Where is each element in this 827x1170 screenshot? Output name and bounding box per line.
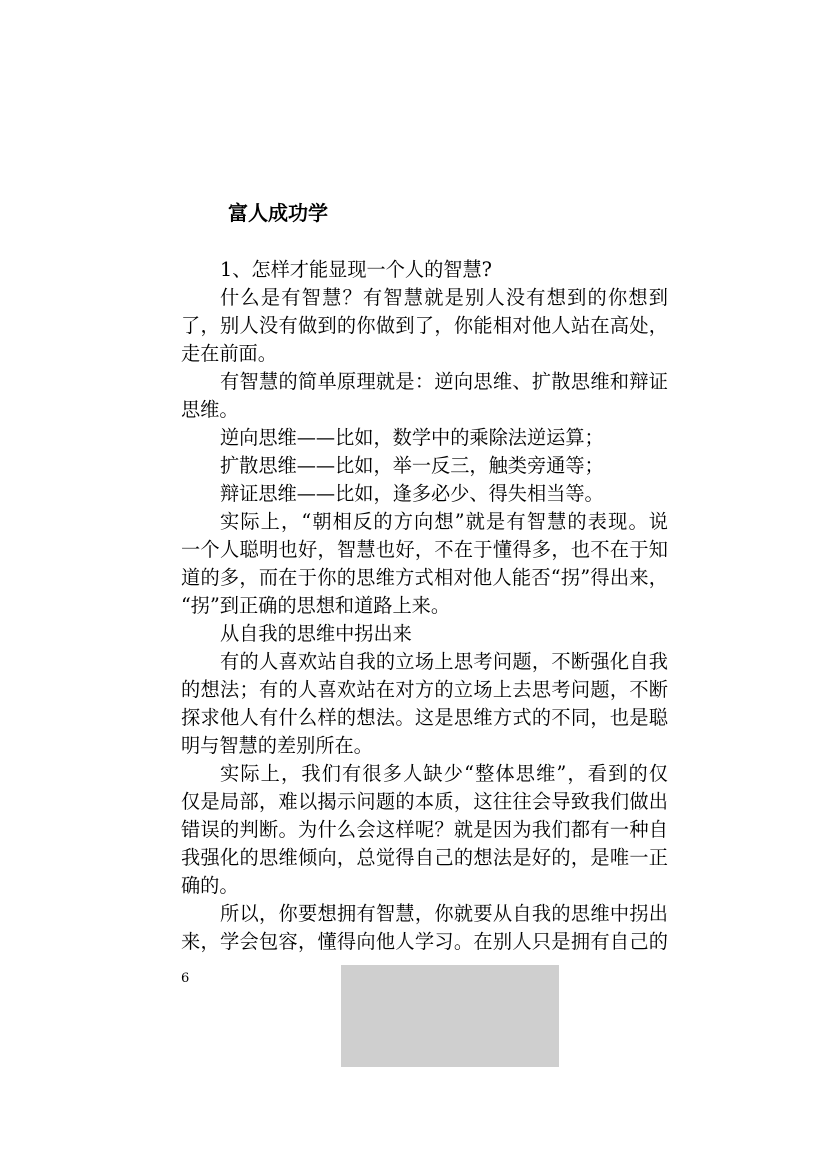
paragraph-line: “拐”到正确的思想和道路上来。 [181,594,451,617]
paragraph-line: 扩散思维——比如，举一反三，触类旁通等； [220,454,604,477]
paragraph-line: 辩证思维——比如，逢多必少、得失相当等。 [220,482,604,505]
paragraph-line: 一个人聪明也好，智慧也好，不在于懂得多，也不在于知 [181,538,668,561]
paragraph-line: 探求他人有什么样的想法。这是思维方式的不同，也是聪 [181,706,668,729]
paragraph-line: 错误的判断。为什么会这样呢？就是因为我们都有一种自 [181,818,668,841]
paragraph-line: 我强化的思维倾向，总觉得自己的想法是好的，是唯一正 [181,846,668,869]
paragraph-line: 道的多，而在于你的思维方式相对他人能否“拐”得出来， [181,566,668,589]
paragraph-line: 实际上，“朝相反的方向想”就是有智慧的表现。说 [220,510,668,533]
paragraph-line: 有智慧的简单原理就是：逆向思维、扩散思维和辩证 [220,370,668,393]
paragraph-line: 所以，你要想拥有智慧，你就要从自我的思维中拐出 [220,902,668,925]
image-placeholder [341,965,559,1067]
paragraph-line: 明与智慧的差别所在。 [181,734,373,757]
paragraph-line: 思维。 [181,398,239,421]
paragraph-line: 的想法；有的人喜欢站在对方的立场上去思考问题，不断 [181,678,668,701]
paragraph-line: 1、怎样才能显现一个人的智慧? [220,258,492,281]
paragraph-line: 仅是局部，难以揭示问题的本质，这往往会导致我们做出 [181,790,668,813]
page-number: 6 [181,971,190,986]
page-title: 富人成功学 [228,201,328,225]
body-text [181,256,668,956]
paragraph-line: 走在前面。 [181,342,277,365]
paragraph-line: 逆向思维——比如，数学中的乘除法逆运算； [220,426,604,449]
section-heading: 从自我的思维中拐出来 [220,622,412,645]
paragraph-line: 什么是有智慧？有智慧就是别人没有想到的你想到 [220,286,668,309]
paragraph-line: 来，学会包容，懂得向他人学习。在别人只是拥有自己的 [181,930,668,953]
paragraph-line: 实际上，我们有很多人缺少“整体思维”，看到的仅 [220,762,668,785]
paragraph-line: 确的。 [181,874,239,897]
paragraph-line: 有的人喜欢站自我的立场上思考问题，不断强化自我 [220,650,668,673]
paragraph-line: 了，别人没有做到的你做到了，你能相对他人站在高处， [181,314,668,337]
